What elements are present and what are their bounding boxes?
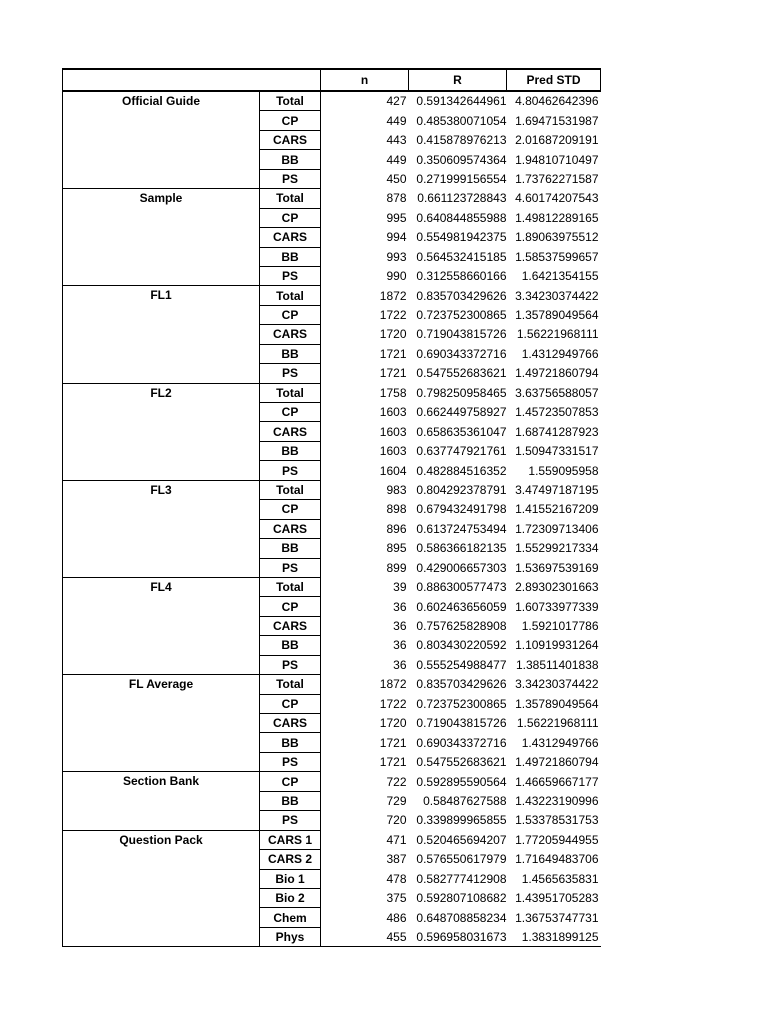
subgroup-label: BB <box>260 791 321 810</box>
pred-std-value: 1.89063975512 <box>515 230 599 245</box>
subgroup-label: Total <box>260 480 321 499</box>
pred-std-value: 1.41552167209 <box>515 502 599 517</box>
pred-std-value: 1.50947331517 <box>515 444 599 459</box>
subgroup-label: BB <box>260 441 321 460</box>
r-value: 0.637747921761 <box>416 444 507 459</box>
r-value: 0.415878976213 <box>416 133 507 148</box>
pred-std-value: 3.34230374422 <box>515 677 599 692</box>
r-value: 0.798250958465 <box>416 385 507 400</box>
group-label: Section Bank <box>63 772 260 830</box>
r-value: 0.723752300865 <box>416 308 507 323</box>
pred-std-value: 3.63756588057 <box>515 385 599 400</box>
header-n: n <box>321 69 409 91</box>
table-row <box>63 577 601 596</box>
r-value: 0.662449758927 <box>416 405 507 420</box>
r-value: 0.312558660166 <box>416 269 507 284</box>
n-value: 878 <box>321 189 409 208</box>
subgroup-label: BB <box>260 247 321 266</box>
n-value: 983 <box>321 480 409 499</box>
pred-std-value: 1.71649483706 <box>515 852 599 867</box>
r-value: 0.564532415185 <box>416 249 507 264</box>
pred-std-value: 1.4312949766 <box>521 346 599 361</box>
subgroup-label: CARS <box>260 616 321 635</box>
group-label: Official Guide <box>63 91 260 189</box>
header-r: R <box>409 69 507 91</box>
pred-std-value: 1.3831899125 <box>507 927 601 946</box>
r-value: 0.429006657303 <box>416 560 507 575</box>
r-value: 0.271999156554 <box>416 171 507 186</box>
n-value: 1721 <box>321 344 409 363</box>
subgroup-label: CARS <box>260 130 321 149</box>
r-value: 0.835703429626 <box>416 288 507 303</box>
subgroup-label: CP <box>260 111 321 130</box>
n-value: 1722 <box>321 305 409 324</box>
pred-std-value: 1.72309713406 <box>515 521 599 536</box>
r-value: 0.803430220592 <box>416 638 507 653</box>
r-value: 0.690343372716 <box>416 735 507 750</box>
pred-std-value: 1.43223190996 <box>515 793 599 808</box>
n-value: 1603 <box>321 403 409 422</box>
n-value: 1603 <box>321 441 409 460</box>
r-value: 0.723752300865 <box>416 696 507 711</box>
subgroup-label: Total <box>260 675 321 694</box>
subgroup-label: Bio 1 <box>260 869 321 888</box>
subgroup-label: PS <box>260 752 321 771</box>
pred-std-value: 1.35789049564 <box>515 308 599 323</box>
pred-std-value: 1.55299217334 <box>515 541 599 556</box>
r-value: 0.586366182135 <box>416 541 507 556</box>
subgroup-label: Total <box>260 577 321 596</box>
pred-std-value: 2.01687209191 <box>515 133 599 148</box>
n-value: 36 <box>321 636 409 655</box>
pred-std-value: 1.77205944955 <box>515 832 599 847</box>
r-value: 0.719043815726 <box>416 327 507 342</box>
pred-std-value: 1.559095958 <box>528 463 599 478</box>
r-value: 0.482884516352 <box>416 463 507 478</box>
stats-table <box>62 68 601 947</box>
subgroup-label: CP <box>260 500 321 519</box>
r-value: 0.658635361047 <box>416 424 507 439</box>
subgroup-label: BB <box>260 539 321 558</box>
subgroup-label: BB <box>260 636 321 655</box>
r-value: 0.547552683621 <box>416 755 507 770</box>
pred-std-value: 1.73762271587 <box>515 171 599 186</box>
pred-std-value: 1.10919931264 <box>515 638 599 653</box>
table-row <box>63 480 601 499</box>
n-value: 455 <box>321 927 409 946</box>
pred-std-value: 1.45723507853 <box>515 405 599 420</box>
r-value: 0.886300577473 <box>416 580 507 595</box>
pred-std-value: 1.56221968111 <box>516 716 599 731</box>
pred-std-value: 1.69471531987 <box>515 113 599 128</box>
r-value: 0.58487627588 <box>423 793 507 808</box>
n-value: 990 <box>321 266 409 285</box>
subgroup-label: BB <box>260 733 321 752</box>
subgroup-label: Total <box>260 189 321 208</box>
pred-std-value: 1.49812289165 <box>515 210 599 225</box>
table-row <box>63 830 601 849</box>
subgroup-label: CARS <box>260 325 321 344</box>
n-value: 1720 <box>321 714 409 733</box>
r-value: 0.350609574364 <box>416 152 507 167</box>
n-value: 36 <box>321 597 409 616</box>
subgroup-label: CP <box>260 305 321 324</box>
subgroup-label: CARS <box>260 519 321 538</box>
subgroup-label: PS <box>260 461 321 480</box>
subgroup-label: PS <box>260 169 321 188</box>
subgroup-label: PS <box>260 811 321 830</box>
pred-std-value: 1.6421354155 <box>521 269 599 284</box>
n-value: 729 <box>321 791 409 810</box>
table-row <box>63 675 601 694</box>
n-value: 1721 <box>321 733 409 752</box>
r-value: 0.804292378791 <box>416 482 507 497</box>
r-value: 0.835703429626 <box>416 677 507 692</box>
n-value: 1872 <box>321 675 409 694</box>
r-value: 0.679432491798 <box>416 502 507 517</box>
subgroup-label: Total <box>260 286 321 305</box>
pred-std-value: 3.34230374422 <box>515 288 599 303</box>
subgroup-label: PS <box>260 364 321 383</box>
subgroup-label: CP <box>260 403 321 422</box>
n-value: 450 <box>321 169 409 188</box>
subgroup-label: Total <box>260 91 321 111</box>
pred-std-value: 1.49721860794 <box>515 755 599 770</box>
subgroup-label: PS <box>260 266 321 285</box>
n-value: 387 <box>321 850 409 869</box>
n-value: 896 <box>321 519 409 538</box>
n-value: 486 <box>321 908 409 927</box>
pred-std-value: 1.94810710497 <box>515 152 599 167</box>
pred-std-value: 1.46659667177 <box>515 774 599 789</box>
r-value: 0.520465694207 <box>416 832 507 847</box>
n-value: 1720 <box>321 325 409 344</box>
r-value: 0.555254988477 <box>416 657 507 672</box>
pred-std-value: 1.38511401838 <box>515 657 599 672</box>
subgroup-label: Chem <box>260 908 321 927</box>
pred-std-value: 1.36753747731 <box>515 910 599 925</box>
n-value: 1722 <box>321 694 409 713</box>
n-value: 722 <box>321 772 409 791</box>
subgroup-label: CARS <box>260 228 321 247</box>
r-value: 0.591342644961 <box>416 94 507 109</box>
r-value: 0.640844855988 <box>416 210 507 225</box>
r-value: 0.613724753494 <box>416 521 507 536</box>
n-value: 1603 <box>321 422 409 441</box>
subgroup-label: CARS <box>260 714 321 733</box>
subgroup-label: CP <box>260 772 321 791</box>
n-value: 720 <box>321 811 409 830</box>
pred-std-value: 1.49721860794 <box>515 366 599 381</box>
group-label: Sample <box>63 189 260 286</box>
subgroup-label: CARS <box>260 422 321 441</box>
pred-std-value: 1.68741287923 <box>515 424 599 439</box>
r-value: 0.661123728843 <box>417 191 507 206</box>
table-row <box>63 91 601 111</box>
subgroup-label: Bio 2 <box>260 888 321 907</box>
n-value: 443 <box>321 130 409 149</box>
table-row <box>63 383 601 402</box>
table-row <box>63 772 601 791</box>
subgroup-label: CP <box>260 694 321 713</box>
subgroup-label: CARS 2 <box>260 850 321 869</box>
pred-std-value: 1.56221968111 <box>516 327 599 342</box>
r-value: 0.485380071054 <box>416 113 507 128</box>
subgroup-label: PS <box>260 655 321 674</box>
n-value: 898 <box>321 500 409 519</box>
subgroup-label: CARS 1 <box>260 830 321 849</box>
r-value: 0.339899965855 <box>416 813 507 828</box>
pred-std-value: 3.47497187195 <box>515 482 599 497</box>
r-value: 0.582777412908 <box>416 871 507 886</box>
pred-std-value: 1.53697539169 <box>515 560 599 575</box>
group-label: Question Pack <box>63 830 260 947</box>
pred-std-value: 1.43951705283 <box>515 891 599 906</box>
n-value: 478 <box>321 869 409 888</box>
header-pred-std: Pred STD <box>507 69 601 91</box>
subgroup-label: CP <box>260 597 321 616</box>
pred-std-value: 2.89302301663 <box>515 580 599 595</box>
subgroup-label: Total <box>260 383 321 402</box>
pred-std-value: 1.53378531753 <box>515 813 599 828</box>
table-row <box>63 286 601 305</box>
r-value: 0.554981942375 <box>416 230 507 245</box>
n-value: 993 <box>321 247 409 266</box>
subgroup-label: Phys <box>260 927 321 946</box>
subgroup-label: PS <box>260 558 321 577</box>
header-row <box>63 69 601 91</box>
r-value: 0.602463656059 <box>416 599 507 614</box>
r-value: 0.592807108682 <box>416 891 507 906</box>
subgroup-label: CP <box>260 208 321 227</box>
group-label: FL4 <box>63 577 260 674</box>
table-body <box>63 91 601 947</box>
n-value: 1872 <box>321 286 409 305</box>
pred-std-value: 1.5921017786 <box>521 619 599 634</box>
r-value: 0.596958031673 <box>409 927 507 946</box>
group-label: FL3 <box>63 480 260 577</box>
n-value: 899 <box>321 558 409 577</box>
n-value: 471 <box>321 830 409 849</box>
r-value: 0.648708858234 <box>416 910 507 925</box>
n-value: 994 <box>321 228 409 247</box>
n-value: 36 <box>321 616 409 635</box>
pred-std-value: 1.58537599657 <box>515 249 599 264</box>
pred-std-value: 1.35789049564 <box>515 696 599 711</box>
group-label: FL2 <box>63 383 260 480</box>
n-value: 1721 <box>321 364 409 383</box>
table-row <box>63 189 601 208</box>
pred-std-value: 1.60733977339 <box>515 599 599 614</box>
r-value: 0.719043815726 <box>416 716 507 731</box>
subgroup-label: BB <box>260 344 321 363</box>
n-value: 1604 <box>321 461 409 480</box>
group-label: FL1 <box>63 286 260 383</box>
r-value: 0.592895590564 <box>416 774 507 789</box>
r-value: 0.576550617979 <box>416 852 507 867</box>
n-value: 1758 <box>321 383 409 402</box>
r-value: 0.547552683621 <box>416 366 507 381</box>
group-label: FL Average <box>63 675 260 772</box>
pred-std-value: 1.4565635831 <box>521 871 599 886</box>
pred-std-value: 4.60174207543 <box>515 191 599 206</box>
header-blank <box>63 69 321 91</box>
n-value: 427 <box>321 91 409 111</box>
r-value: 0.757625828908 <box>416 619 507 634</box>
n-value: 449 <box>321 111 409 130</box>
n-value: 1721 <box>321 752 409 771</box>
subgroup-label: BB <box>260 150 321 169</box>
n-value: 895 <box>321 539 409 558</box>
n-value: 449 <box>321 150 409 169</box>
n-value: 375 <box>321 888 409 907</box>
pred-std-value: 1.4312949766 <box>521 735 599 750</box>
r-value: 0.690343372716 <box>416 346 507 361</box>
n-value: 39 <box>321 577 409 596</box>
n-value: 36 <box>321 655 409 674</box>
n-value: 995 <box>321 208 409 227</box>
pred-std-value: 4.80462642396 <box>515 94 599 109</box>
